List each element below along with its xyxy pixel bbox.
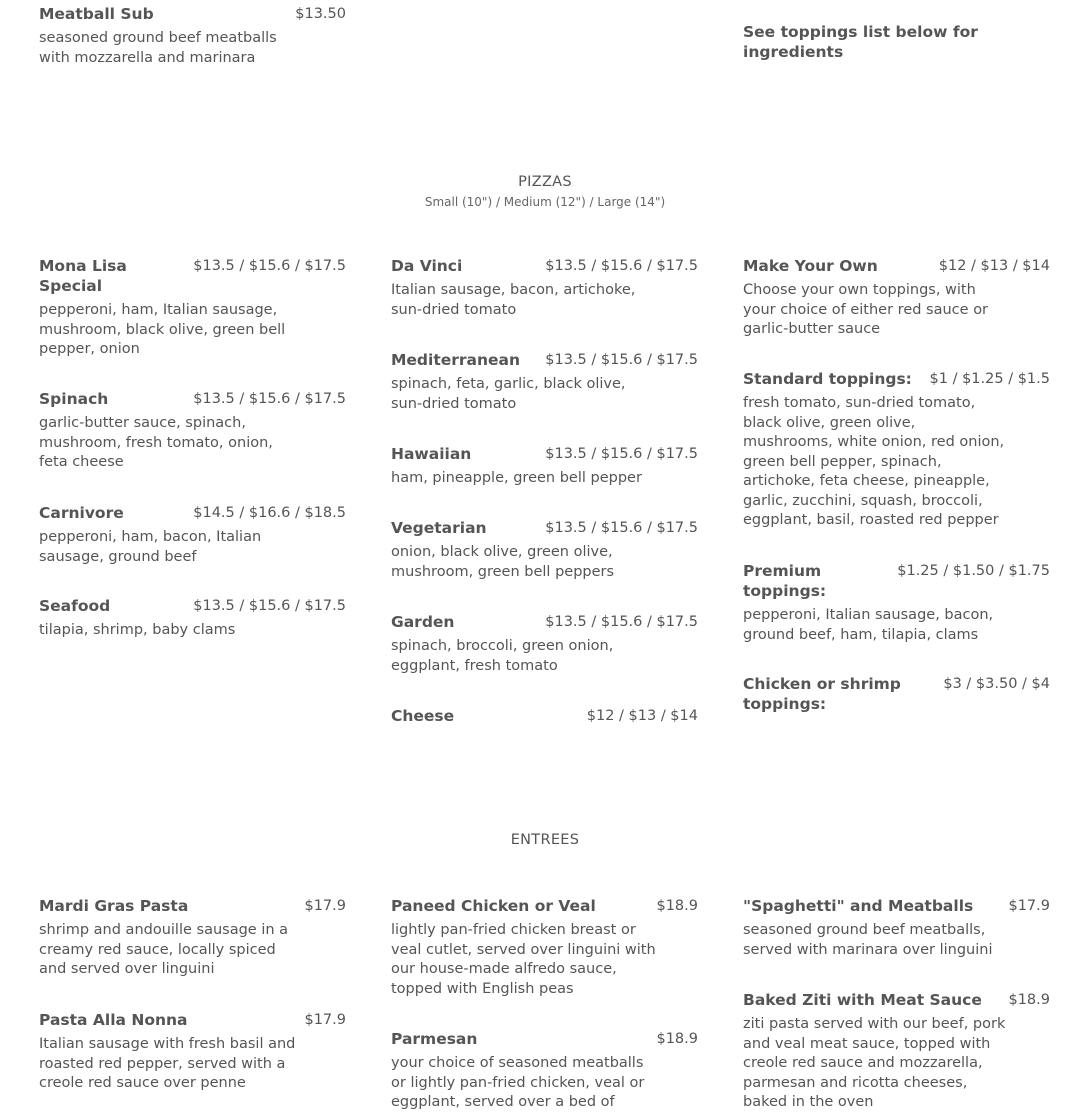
- item-price: $3 / $3.50 / $4: [943, 676, 1050, 692]
- menu-item: [39, 389, 346, 473]
- item-name: "Spaghetti" and Meatballs: [743, 897, 974, 915]
- item-desc: onion, black olive, green olive, mushroom, green bell peppers: [391, 544, 615, 580]
- item-desc: ham, pineapple, green bell pepper: [391, 470, 642, 486]
- item-name: Baked Ziti with Meat Sauce: [743, 991, 982, 1009]
- item-name: Spinach: [39, 390, 109, 408]
- item-price: $17.9: [1008, 898, 1050, 914]
- item-name: Premium toppings:: [743, 562, 827, 600]
- item-desc: garlic-butter sauce, spinach, mushroom, fresh tomato, onion, feta cheese: [39, 415, 273, 470]
- menu-item: [743, 896, 1050, 960]
- item-price: $18.9: [1008, 992, 1050, 1008]
- menu-item: [39, 503, 346, 567]
- menu-item: [391, 706, 698, 726]
- pizzas-col-3d: [743, 674, 1050, 714]
- item-price: $13.50: [295, 6, 346, 22]
- entrees-col-1b: [39, 1010, 346, 1094]
- item-desc: pepperoni, ham, Italian sausage, mushroom, black olive, green bell pepper, onion: [39, 302, 286, 357]
- item-price: $12 / $13 / $14: [586, 708, 698, 724]
- top-col-3: [743, 22, 1003, 62]
- menu-item: [743, 256, 1050, 340]
- top-col-1: [39, 4, 346, 68]
- item-name: Carnivore: [39, 504, 124, 522]
- menu-item: [391, 350, 698, 414]
- item-name: Mediterranean: [391, 351, 521, 369]
- item-desc: tilapia, shrimp, baby clams: [39, 622, 236, 638]
- pizzas-col-2a: [391, 256, 698, 320]
- item-price: $14.5 / $16.6 / $18.5: [193, 505, 346, 521]
- pizzas-col-3a: [743, 256, 1050, 340]
- pizzas-col-2b: [391, 350, 698, 414]
- section-subtitle-pizzas: Small (10") / Medium (12") / Large (14"): [424, 195, 666, 209]
- menu-item: [39, 596, 346, 641]
- menu-item: [391, 444, 698, 489]
- item-price: $18.9: [656, 1031, 698, 1047]
- item-name: Vegetarian: [391, 519, 487, 537]
- item-price: $13.5 / $15.6 / $17.5: [545, 520, 698, 536]
- item-name: Chicken or shrimp toppings:: [743, 675, 901, 713]
- item-price: $13.5 / $15.6 / $17.5: [545, 446, 698, 462]
- entrees-col-1a: [39, 896, 346, 980]
- item-desc: spinach, feta, garlic, black olive, sun-dried tomato: [391, 376, 626, 412]
- item-desc: lightly pan-fried chicken breast or veal cutlet, served over linguini with our house-made alfredo sauce, topped with English peas: [391, 922, 656, 997]
- menu-item: [743, 990, 1050, 1113]
- item-desc: ziti pasta served with our beef, pork and veal meat sauce, topped with creole red sauce and mozzarella, parmesan and ricotta cheeses, baked in the oven: [743, 1016, 1006, 1110]
- item-price: $18.9: [656, 898, 698, 914]
- item-desc: spinach, broccoli, green onion, eggplant, fresh tomato: [391, 638, 614, 674]
- item-name: Standard toppings:: [743, 370, 912, 388]
- menu-item: [743, 561, 1050, 645]
- item-desc: your choice of seasoned meatballs or lightly pan-fried chicken, veal or eggplant, served over a bed of: [391, 1055, 645, 1110]
- menu-item: [391, 612, 698, 676]
- item-price: $17.9: [304, 1012, 346, 1028]
- pizzas-col-1b: [39, 389, 346, 473]
- pizzas-col-2c: [391, 444, 698, 489]
- item-name: Da Vinci: [391, 257, 463, 275]
- item-name: Seafood: [39, 597, 111, 615]
- item-name: Mardi Gras Pasta: [39, 897, 189, 915]
- item-price: $17.9: [304, 898, 346, 914]
- pizzas-col-1d: [39, 596, 346, 641]
- item-desc: shrimp and andouille sausage in a creamy red sauce, locally spiced and served over linguini: [39, 922, 289, 977]
- menu-item: [391, 256, 698, 320]
- menu-item: [391, 896, 698, 999]
- item-name: Paneed Chicken or Veal: [391, 897, 596, 915]
- item-name: Parmesan: [391, 1030, 478, 1048]
- item-price: $13.5 / $15.6 / $17.5: [545, 352, 698, 368]
- item-desc: Choose your own toppings, with your choice of either red sauce or garlic-butter sauce: [743, 282, 989, 337]
- item-price: $13.5 / $15.6 / $17.5: [193, 391, 346, 407]
- item-desc: Italian sausage with fresh basil and roasted red pepper, served with a creole red sauce over penne: [39, 1036, 296, 1091]
- item-name: Make Your Own: [743, 257, 878, 275]
- section-title-pizzas: PIZZAS: [518, 174, 572, 190]
- menu-item: [39, 1010, 346, 1094]
- menu-item: [39, 256, 346, 360]
- pizzas-col-1: [39, 256, 346, 360]
- item-price: $13.5 / $15.6 / $17.5: [193, 598, 346, 614]
- item-desc: pepperoni, Italian sausage, bacon, ground beef, ham, tilapia, clams: [743, 607, 994, 643]
- menu-item-meatball-sub: [39, 4, 346, 68]
- item-desc: seasoned ground beef meatballs, served with marinara over linguini: [743, 922, 993, 958]
- pizzas-col-1c: [39, 503, 346, 567]
- menu-item: [743, 369, 1050, 531]
- entrees-col-3a: [743, 896, 1050, 960]
- entrees-col-2b: [391, 1029, 698, 1113]
- entrees-col-2a: [391, 896, 698, 999]
- section-title-entrees: ENTREES: [510, 832, 580, 848]
- item-desc: pepperoni, ham, bacon, Italian sausage, ground beef: [39, 529, 262, 565]
- item-name: Cheese: [391, 707, 455, 725]
- item-name: Hawaiian: [391, 445, 472, 463]
- item-name: Mona Lisa Special: [39, 257, 127, 295]
- entrees-col-3b: [743, 990, 1050, 1113]
- item-name: Pasta Alla Nonna: [39, 1011, 188, 1029]
- pizzas-col-2e: [391, 612, 698, 676]
- pizzas-col-3b: [743, 369, 1050, 531]
- pizzas-col-2f: [391, 706, 698, 726]
- toppings-note: See toppings list below for ingredients: [743, 23, 978, 61]
- item-price: $1.25 / $1.50 / $1.75: [897, 563, 1050, 579]
- item-price: $13.5 / $15.6 / $17.5: [545, 258, 698, 274]
- item-desc: seasoned ground beef meatballs with mozzarella and marinara: [39, 30, 277, 66]
- menu-item: [743, 674, 1050, 714]
- item-name: Garden: [391, 613, 455, 631]
- menu-item: [391, 518, 698, 582]
- menu-item: [39, 896, 346, 980]
- pizzas-col-2d: [391, 518, 698, 582]
- item-price: $13.5 / $15.6 / $17.5: [193, 258, 346, 274]
- item-price: $1 / $1.25 / $1.5: [929, 371, 1050, 387]
- item-price: $12 / $13 / $14: [938, 258, 1050, 274]
- item-desc: Italian sausage, bacon, artichoke, sun-dried tomato: [391, 282, 636, 318]
- pizzas-col-3c: [743, 561, 1050, 645]
- menu-item: [391, 1029, 698, 1113]
- item-name: Meatball Sub: [39, 5, 154, 23]
- item-desc: fresh tomato, sun-dried tomato, black olive, green olive, mushrooms, white onion, red onion, green bell pepper, spinach, artichoke, feta cheese, pineapple, garlic, zucchini, squash, broccoli, eggplant, basil, roasted red pepper: [743, 395, 1005, 528]
- item-price: $13.5 / $15.6 / $17.5: [545, 614, 698, 630]
